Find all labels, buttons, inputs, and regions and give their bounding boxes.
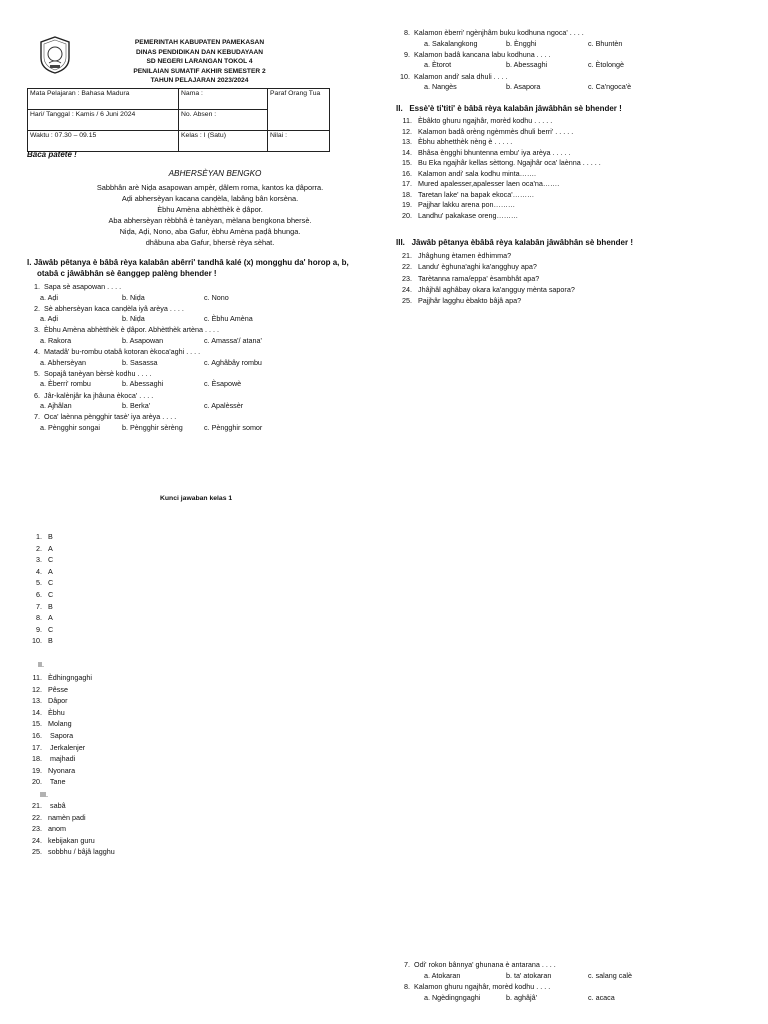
fill-in-question xyxy=(396,200,601,211)
item-text: Dâpor xyxy=(48,696,68,706)
answer-key-title: Kunci jawaban kelas 1 xyxy=(160,495,233,502)
item-number: 19. xyxy=(32,765,42,775)
option-c[interactable]: c. Aghâbây rombu xyxy=(204,357,262,367)
option-b[interactable]: b. Abessaghi xyxy=(506,60,548,70)
question xyxy=(396,72,508,81)
story-line: Èbhu Amèna abhètthèk è ḍâpor. xyxy=(157,205,263,214)
item-number: 24. xyxy=(402,284,412,294)
item-number: 11. xyxy=(32,673,42,682)
question-text: Kalamon èberri' ngènjhâm buku kodhuna ngoca' . . . . xyxy=(414,28,584,37)
question-text: Sapa sè asapowan . . . . xyxy=(44,282,122,291)
item-number: 6. xyxy=(36,589,42,599)
option-a[interactable]: a. Abhersèyan xyxy=(40,357,86,367)
time-cell: Waktu : 07.30 – 09.15 xyxy=(28,131,179,152)
option-b[interactable]: b. Asapora xyxy=(506,82,541,92)
answer-key-row xyxy=(26,672,92,684)
item-number: 8. xyxy=(36,613,42,623)
item-text: anom xyxy=(48,824,66,834)
question xyxy=(396,960,556,969)
item-text: Kalamon badâ orèng ngèmmès dhuli berri' . . . . . xyxy=(418,126,574,136)
item-number: 15. xyxy=(32,719,42,729)
question-number: 8. xyxy=(404,982,410,991)
section-numeral: III. xyxy=(396,238,405,247)
item-text: B xyxy=(48,601,53,611)
item-number: 23. xyxy=(32,824,42,834)
item-number: 12. xyxy=(402,126,412,136)
essay-question xyxy=(396,284,575,295)
item-number: 9. xyxy=(36,624,42,634)
item-number: 16. xyxy=(32,730,42,740)
question xyxy=(26,304,184,313)
answer-key-row xyxy=(26,601,53,613)
header-line: SD NEGERI LARANGAN TOKOL 4 xyxy=(146,58,253,66)
question xyxy=(396,28,584,37)
question-number: 9. xyxy=(404,49,410,59)
item-text: C xyxy=(48,555,54,565)
answer-key-row xyxy=(26,718,92,730)
section-instruction: Essè'è ti'titi' è bâbâ rèya kalabân jâwâbhân sè bhender ! xyxy=(409,104,622,113)
answer-key-part-3 xyxy=(26,800,115,858)
option-b[interactable]: b. Asapowan xyxy=(122,335,164,345)
question xyxy=(26,325,219,334)
answer-key-row xyxy=(26,684,92,696)
answer-key-row xyxy=(26,835,115,847)
question-number: 2. xyxy=(34,303,40,313)
item-text: Tarètanna rama/eppa' èsambhât apa? xyxy=(418,273,540,283)
question-text: Èbhu Amèna abhètthèk è ḍâpor. Abhètthèk artèna . . . . xyxy=(44,325,220,335)
item-text: Landhu' pakakase oreng……… xyxy=(418,210,519,220)
option-a[interactable]: a. Sakalangkong xyxy=(424,38,478,48)
question-text: Matadâ' bu-rombu otabâ kotoran èkoca'aghi . . . . xyxy=(44,347,201,357)
item-text: Jhâjhâl aghâbay okara ka'angguy mènta sapora? xyxy=(418,284,575,294)
item-number: 17. xyxy=(402,179,412,189)
parent-signature-cell[interactable]: Paraf Orang Tua xyxy=(268,89,330,131)
question-text: Kalamon ghuru ngajhâr, morèd kodhu . . . . xyxy=(414,982,551,991)
option-c[interactable]: c. Èbhu Amèna xyxy=(204,314,253,324)
answer-key-row xyxy=(26,742,92,754)
item-number: 12. xyxy=(32,684,42,694)
question-number: 6. xyxy=(34,390,40,400)
item-text: Landu' èghuna'aghi ka'angghuy apa? xyxy=(418,262,537,272)
item-number: 11. xyxy=(402,116,412,125)
section-instruction: otabâ c jâwâbhân sè êanggep palèng bhender ! xyxy=(37,268,217,278)
option-b[interactable]: b. Pèngghir sèrèng xyxy=(122,422,183,432)
story-line: Sabbhân arè Niḍa asapowan ampèr, ḍâlem roma, kantos ka ḍâporra. xyxy=(96,183,324,192)
student-info-table xyxy=(27,88,330,152)
item-text: Taretan lake' na bapak ekoca'……… xyxy=(418,189,535,199)
answer-key-part-1 xyxy=(26,531,53,647)
fill-in-question xyxy=(396,211,601,222)
option-a[interactable]: a. Aḍi xyxy=(40,292,58,302)
item-text: Jhâghung ètamen èdhimma? xyxy=(418,251,512,260)
answer-key-row xyxy=(26,823,115,835)
header-line: DINAS PENDIDIKAN DAN KEBUDAYAAN xyxy=(135,48,263,56)
item-number: 10. xyxy=(32,636,42,646)
fill-in-question xyxy=(396,148,601,159)
item-number: 18. xyxy=(402,189,412,199)
reading-instruction: Bâca patêtê ! xyxy=(27,150,77,159)
question-number: 3. xyxy=(34,325,40,335)
date-cell: Hari/ Tanggal : Kamis / 6 Juni 2024 xyxy=(28,110,179,131)
question-number: 1. xyxy=(34,282,40,291)
item-number: 22. xyxy=(402,262,412,272)
item-text: majhadi xyxy=(48,754,76,764)
class-cell: Kelas : I (Satu) xyxy=(179,131,268,152)
question-number: 7. xyxy=(34,412,40,422)
option-c[interactable]: c. Pèngghir somor xyxy=(204,422,263,432)
item-text: B xyxy=(48,532,53,541)
answer-key-row xyxy=(26,612,53,624)
question-number: 4. xyxy=(34,347,40,357)
question xyxy=(396,50,551,59)
item-text: Pêsse xyxy=(48,684,68,694)
option-c[interactable]: c. Apalèssèr xyxy=(204,401,244,410)
item-number: 19. xyxy=(402,200,412,210)
question-text: Kalamon badâ kancana labu kodhuna . . . . xyxy=(414,49,551,59)
option-b[interactable]: b. Abessaghi xyxy=(122,379,164,389)
option-a[interactable]: a. Rakora xyxy=(40,335,72,345)
question xyxy=(396,982,550,991)
option-b[interactable]: b. ta' atokaran xyxy=(506,970,552,980)
fill-in-question xyxy=(396,137,601,148)
item-text: Èdhingngaghi xyxy=(48,673,92,682)
item-text: Bhâsa èngghi bhuntenna embu' iya arèya . . . . . xyxy=(418,147,571,157)
item-text: kebijakan guru xyxy=(48,835,95,845)
story-line: Aba abhersèyan rèbbhâ è tanèyan, mèlana bengkona bhersè. xyxy=(108,216,312,225)
section-3-list xyxy=(396,250,575,306)
section-1-heading xyxy=(27,258,367,279)
option-a[interactable]: a. Ètorot xyxy=(424,60,452,70)
school-emblem-logo xyxy=(38,36,72,74)
item-text: C xyxy=(48,589,54,599)
section-instruction: Jâwâb pêtanya èbâbâ rèya kalabân jâwâbhân sè bhender ! xyxy=(411,238,633,247)
option-b[interactable]: b. Èngghi xyxy=(506,38,537,48)
item-number: 20. xyxy=(402,210,412,220)
answer-key-row xyxy=(26,577,53,589)
item-number: 2. xyxy=(36,543,42,553)
story-line: Niḍa, Aḍi, Nono, aba Gafur, èbhu Amèna paḍâ bhunga. xyxy=(119,227,301,236)
essay-question xyxy=(396,273,575,284)
story-line: Aḍi abhersèyan kacana canḍèla, labâng bân korsèna. xyxy=(121,194,299,203)
story-text xyxy=(60,182,360,248)
section-3-heading xyxy=(396,238,633,249)
item-text: C xyxy=(48,578,54,588)
item-text: Pajjhâr lagghu èbakto bâjâ apa? xyxy=(418,296,522,306)
story-line: dhâbuna aba Gafur, bhersè rèya sèhat. xyxy=(145,238,275,247)
question-number: 5. xyxy=(34,368,40,378)
answer-key-row xyxy=(26,554,53,566)
item-number: 21. xyxy=(402,251,412,260)
item-text: sabâ xyxy=(48,801,66,810)
item-number: 25. xyxy=(402,296,412,306)
item-number: 3. xyxy=(36,555,42,565)
item-text: A xyxy=(48,566,53,576)
item-text: Kalamon andi' sala kodhu minta……. xyxy=(418,168,537,178)
item-number: 25. xyxy=(32,847,42,857)
item-text: namèn padi xyxy=(48,812,86,822)
item-number: 22. xyxy=(32,812,42,822)
item-text: sobbhu / bâjâ lagghu xyxy=(48,847,115,857)
option-a[interactable]: a. Pèngghir songai xyxy=(40,422,100,432)
answer-key-row xyxy=(26,765,92,777)
fill-in-question xyxy=(396,158,601,169)
item-number: 18. xyxy=(32,754,42,764)
answer-key-row xyxy=(26,812,115,824)
option-a[interactable]: a. Èberri' rombu xyxy=(40,379,91,389)
essay-question xyxy=(396,295,575,306)
item-text: Èbhu abhetthèk nèng è . . . . . xyxy=(418,137,513,147)
fill-in-question xyxy=(396,127,601,138)
answer-key-row xyxy=(26,635,53,647)
section-2-heading xyxy=(396,104,622,115)
option-b[interactable]: b. Niḍa xyxy=(122,292,145,302)
answer-key-row xyxy=(26,624,53,636)
question xyxy=(26,282,121,291)
option-c[interactable]: c. Èsapowè xyxy=(204,379,242,389)
question-text: Jâr-kalènjâr ka jhâuna èkoca' . . . . xyxy=(44,390,154,400)
answer-key-row xyxy=(26,695,92,707)
item-text: Sapora xyxy=(48,730,74,740)
question xyxy=(26,369,152,378)
answer-key-row xyxy=(26,531,53,543)
header-line: PEMERINTAH KABUPATEN PAMEKASAN xyxy=(134,39,265,46)
question-text: Sopajâ tanèyan bèrsè kodhu . . . . xyxy=(44,368,152,378)
option-b[interactable]: b. Berka' xyxy=(122,401,151,410)
item-text: Bu Eka ngajhâr kellas sèttong. Ngajhâr oca' laènna . . . . . xyxy=(418,158,601,168)
section-2-list xyxy=(396,116,601,221)
answer-key-row xyxy=(26,753,92,765)
subject-cell: Mata Pelajaran : Bahasa Madura xyxy=(28,89,179,110)
item-text: B xyxy=(48,636,53,646)
answer-key-row xyxy=(26,776,92,788)
essay-question xyxy=(396,261,575,272)
header-line: PENILAIAN SUMATIF AKHIR SEMESTER 2 xyxy=(133,67,266,75)
item-number: 17. xyxy=(32,742,42,752)
option-a[interactable]: a. Nangès xyxy=(424,82,457,92)
option-c[interactable]: c. acaca xyxy=(588,992,615,1002)
item-number: 14. xyxy=(402,147,412,157)
fill-in-question xyxy=(396,190,601,201)
absence-number-cell[interactable]: No. Absen : xyxy=(179,110,268,131)
option-a[interactable]: a. Atokaran xyxy=(424,970,461,980)
section-instruction: Jâwâb pêtanya è bâbâ rèya kalabân abêrri' tandhâ kalé (x) mongghu da' horop a, b, xyxy=(33,258,349,267)
item-number: 7. xyxy=(36,601,42,611)
question-text: Sè abhersèyan kaca canḍèla iyâ arèya . . . . xyxy=(44,303,184,313)
answer-key-label-2: II. xyxy=(38,660,44,669)
option-b[interactable]: b. aghâjâ' xyxy=(506,992,537,1002)
school-header xyxy=(112,38,287,86)
item-text: C xyxy=(48,624,54,634)
option-c[interactable]: c. salang calè xyxy=(588,970,632,980)
option-a[interactable]: a. Ngèdingngaghi xyxy=(424,992,481,1002)
essay-question xyxy=(396,250,575,261)
item-text: Mured apalesser,apalesser laen oca'na……. xyxy=(418,179,560,189)
item-text: Tane xyxy=(48,777,66,787)
item-number: 20. xyxy=(32,777,42,787)
question-number: 8. xyxy=(404,28,410,37)
item-text: Pajjhar lakku arena pon……… xyxy=(418,200,516,210)
item-text: Jerkalenjer xyxy=(48,742,86,752)
item-number: 13. xyxy=(402,137,412,147)
answer-key-row xyxy=(26,589,53,601)
item-number: 16. xyxy=(402,168,412,178)
item-text: Èbâkto ghuru ngajhâr, morèd kodhu . . . . . xyxy=(418,116,553,125)
item-number: 14. xyxy=(32,707,42,717)
fill-in-question xyxy=(396,179,601,190)
fill-in-question xyxy=(396,169,601,180)
question-text: Kalamon andi' sala dhuli . . . . xyxy=(414,71,508,81)
option-a[interactable]: a. Aḍi xyxy=(40,314,58,324)
option-c[interactable]: c. Ètolongè xyxy=(588,60,624,70)
option-b[interactable]: b. Sasassa xyxy=(122,357,158,367)
item-text: Molang xyxy=(48,719,72,729)
story-title: ABHERSÈYAN BENGKO xyxy=(168,169,262,178)
item-number: 24. xyxy=(32,835,42,845)
answer-key-row xyxy=(26,566,53,578)
question-text: Oca' laènna pèngghir tasè' iya arèya . . . . xyxy=(44,412,177,422)
option-b[interactable]: b. Niḍa xyxy=(122,314,145,324)
question-number: 10. xyxy=(400,71,410,81)
name-cell[interactable]: Nama : xyxy=(179,89,268,110)
item-number: 13. xyxy=(32,696,42,706)
answer-key-row xyxy=(26,846,115,858)
item-text: A xyxy=(48,543,53,553)
item-number: 23. xyxy=(402,273,412,283)
item-number: 21. xyxy=(32,801,42,810)
score-cell[interactable]: Nilai : xyxy=(268,131,330,152)
answer-key-row xyxy=(26,800,115,812)
section-numeral: I. xyxy=(27,258,32,267)
item-text: A xyxy=(48,613,53,623)
section-numeral: II. xyxy=(396,104,403,113)
item-text: Nyonara xyxy=(48,765,76,775)
option-a[interactable]: a. Ajhâlan xyxy=(40,401,72,410)
item-number: 4. xyxy=(36,566,42,576)
question xyxy=(26,347,200,356)
item-number: 1. xyxy=(36,532,42,541)
item-number: 15. xyxy=(402,158,412,168)
fill-in-question xyxy=(396,116,601,127)
item-number: 5. xyxy=(36,578,42,588)
option-c[interactable]: c. Amassa'/ atana' xyxy=(204,335,262,345)
question-text: Odi' rokon bânnya' ghunana è antarana . . . . xyxy=(414,960,556,969)
answer-key-part-2 xyxy=(26,672,92,788)
answer-key-row xyxy=(26,707,92,719)
answer-key-row xyxy=(26,543,53,555)
item-text: Èbhu xyxy=(48,707,65,717)
question xyxy=(26,391,153,400)
answer-key-label-3: III. xyxy=(40,790,48,799)
option-c[interactable]: c. Ca'ngoca'è xyxy=(588,82,632,92)
question-number: 7. xyxy=(404,960,410,969)
answer-key-row xyxy=(26,730,92,742)
header-line: TAHUN PELAJARAN 2023/2024 xyxy=(150,77,249,85)
option-c[interactable]: c. Nono xyxy=(204,292,229,302)
question xyxy=(26,412,176,421)
option-c[interactable]: c. Bhuntèn xyxy=(588,38,623,48)
